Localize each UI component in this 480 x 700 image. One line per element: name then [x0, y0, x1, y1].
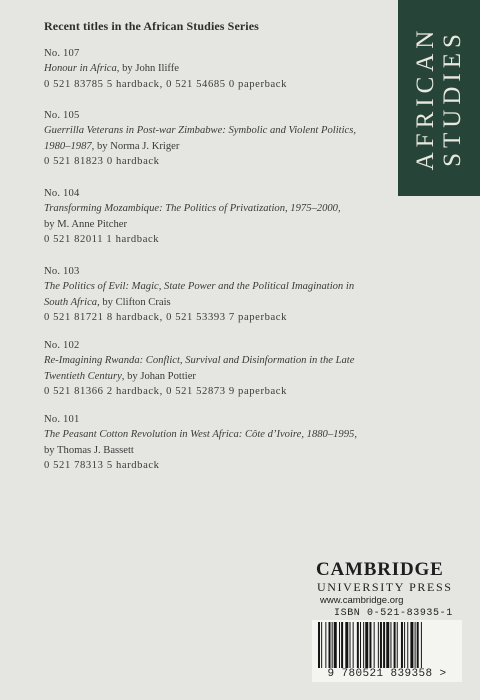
entry-isbns: 0 521 82011 1 hardback [44, 234, 160, 246]
series-entry-105 [44, 108, 384, 170]
entry-title: Transforming Mozambique: The Politics of Privatization, 1975–2000, [44, 203, 341, 215]
entry-isbns: 0 521 81823 0 hardback [44, 156, 160, 168]
isbn-label: ISBN 0-521-83935-1 [334, 608, 453, 619]
entry-number: No. 107 [44, 48, 80, 59]
series-heading: Recent titles in the African Studies Series [44, 19, 259, 33]
spine-title-line-2: STUDIES [439, 29, 466, 167]
publisher-logo [316, 560, 466, 608]
barcode-panel [312, 620, 462, 682]
series-spine-band [398, 0, 480, 196]
publisher-name: CAMBRIDGE [316, 559, 444, 580]
entry-number: No. 104 [44, 188, 80, 199]
entry-isbns: 0 521 81366 2 hardback, 0 521 52873 9 paperback [44, 386, 287, 398]
entry-number: No. 103 [44, 266, 80, 277]
publisher-website: www.cambridge.org [320, 595, 404, 606]
publisher-subname: UNIVERSITY PRESS [317, 580, 453, 594]
entry-number: No. 105 [44, 110, 80, 121]
series-entry-103 [44, 264, 384, 326]
entry-title: Honour in Africa [44, 63, 117, 75]
spine-title-line-1: AFRICAN [412, 25, 439, 171]
entry-number: No. 101 [44, 414, 80, 425]
spine-title [398, 0, 480, 196]
entry-author: by Thomas J. Bassett [44, 444, 134, 456]
entry-isbns: 0 521 78313 5 hardback [44, 460, 160, 472]
entry-title-continued: Twentieth Century [44, 370, 122, 382]
barcode-digits: 9 780521 839358 > [327, 668, 447, 680]
entry-author: , by John Iliffe [116, 63, 179, 75]
entry-title-continued: 1980–1987 [44, 140, 92, 152]
entry-title-continued: South Africa [44, 296, 98, 308]
series-entry-107 [44, 46, 384, 92]
entry-number: No. 102 [44, 340, 80, 351]
entry-author: , by Clifton Crais [97, 296, 171, 308]
entry-title: The Politics of Evil: Magic, State Power and the Political Imagination in [44, 281, 355, 293]
series-entry-101 [44, 412, 384, 474]
entry-title: Guerrilla Veterans in Post-war Zimbabwe: Symbolic and Violent Politics, [44, 125, 356, 137]
entry-title: The Peasant Cotton Revolution in West Africa: Côte d’Ivoire, 1880–1995, [44, 429, 357, 441]
series-entry-102 [44, 338, 384, 400]
series-entry-104 [44, 186, 384, 248]
entry-isbns: 0 521 81721 8 hardback, 0 521 53393 7 paperback [44, 312, 287, 324]
entry-isbns: 0 521 83785 5 hardback, 0 521 54685 0 paperback [44, 78, 287, 90]
entry-title: Re-Imagining Rwanda: Conflict, Survival and Disinformation in the Late [44, 355, 355, 367]
entry-author: , by Johan Pottier [121, 370, 196, 382]
entry-author: , by Norma J. Kriger [91, 140, 180, 152]
entry-author: by M. Anne Pitcher [44, 218, 127, 230]
barcode-icon [318, 622, 456, 668]
